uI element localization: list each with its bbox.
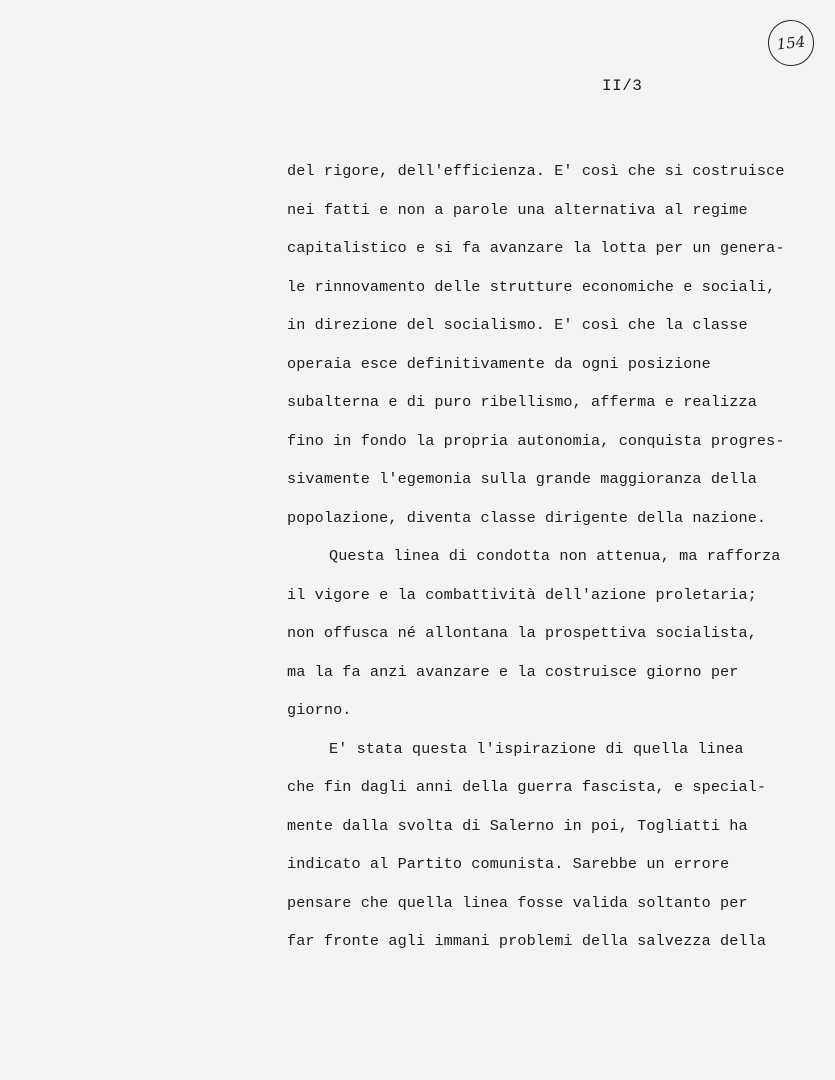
text-line: pensare che quella linea fosse valida soltanto per (287, 893, 748, 912)
text-line: sivamente l'egemonia sulla grande maggioranza della (287, 470, 757, 488)
text-line: non offusca né allontana la prospettiva socialista, (287, 624, 757, 642)
text-line: indicato al Partito comunista. Sarebbe un errore (287, 855, 730, 873)
text-line: far fronte agli immani problemi della salvezza della (287, 932, 767, 950)
text-line: Questa linea di condotta non attenua, ma rafforza (329, 547, 781, 565)
text-line: giorno. (287, 701, 352, 719)
page-number: II/3 (602, 77, 643, 95)
text-line: capitalistico e si fa avanzare la lotta per un genera- (287, 239, 785, 257)
text-line: il vigore e la combattività dell'azione proletaria; (287, 585, 757, 604)
paragraph (287, 541, 807, 734)
text-line: nei fatti e non a parole una alternativa al regime (287, 200, 748, 219)
body-text (287, 156, 807, 965)
text-line: in direzione del socialismo. E' così che la classe (287, 316, 748, 334)
paragraph (287, 156, 807, 541)
text-line: del rigore, dell'efficienza. E' così che si costruisce (287, 162, 785, 180)
text-line: fino in fondo la propria autonomia, conquista progres- (287, 431, 785, 450)
archive-stamp (766, 18, 817, 69)
text-line: E' stata questa l'ispirazione di quella linea (329, 739, 744, 758)
text-line: mente dalla svolta di Salerno in poi, Togliatti ha (287, 816, 748, 835)
text-line: le rinnovamento delle strutture economiche e sociali, (287, 277, 776, 296)
paragraph (287, 734, 807, 965)
text-line: che fin dagli anni della guerra fascista, e special- (287, 778, 767, 796)
archive-number: 154 (775, 32, 807, 54)
text-line: operaia esce definitivamente da ogni posizione (287, 354, 711, 373)
text-line: ma la fa anzi avanzare e la costruisce giorno per (287, 662, 739, 681)
text-line: subalterna e di puro ribellismo, afferma e realizza (287, 393, 757, 411)
text-line: popolazione, diventa classe dirigente della nazione. (287, 508, 767, 527)
